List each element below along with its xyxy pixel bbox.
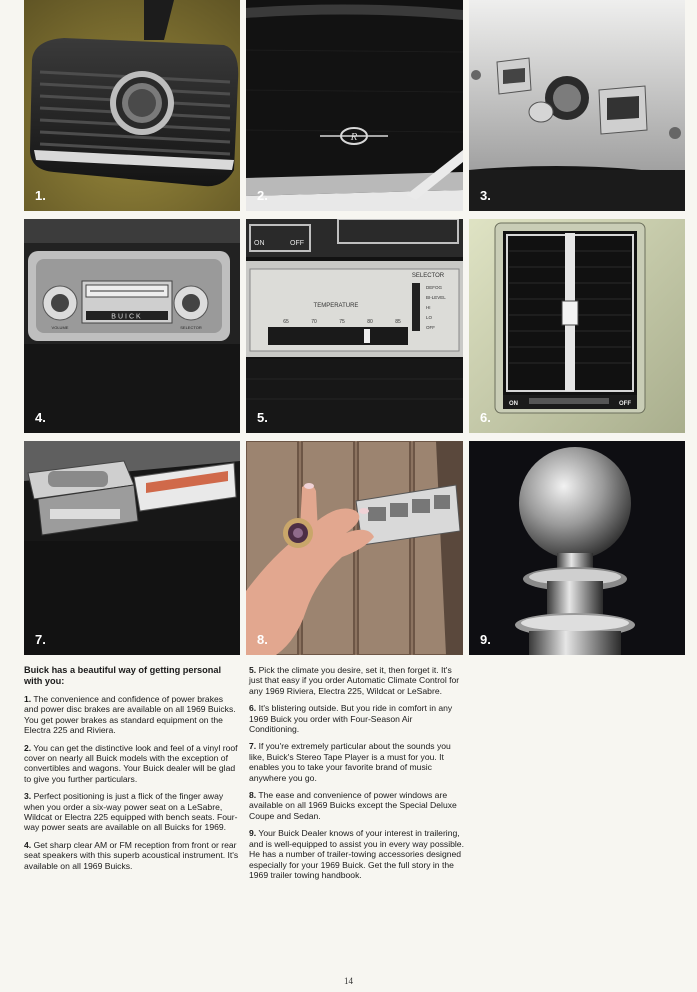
- paragraph-body: Pick the climate you desire, set it, then forget it. It's just that easy if you order Automatic Climate Control for any 1969 Riviera, Electra 225, Wildcat or LeSabre.: [249, 665, 460, 696]
- climate-temperature-label: TEMPERATURE: [313, 303, 359, 309]
- paragraph-number: 5.: [249, 665, 257, 675]
- paragraph-1: [24, 694, 239, 736]
- paragraph-body: The ease and convenience of power windows are available on all 1969 Buicks except the Special Deluxe Coupe and Sedan.: [249, 790, 457, 821]
- photo-number: 8.: [257, 632, 268, 647]
- paragraph-5: [249, 665, 464, 696]
- paragraph-body: If you're extremely particular about the sounds you like, Buick's Stereo Tape Player is a must for you. It enables you to take your favorite brand of music anywhere you go.: [249, 741, 451, 783]
- photo-number: 1.: [35, 188, 46, 203]
- photo-2-vinyl-roof: [246, 0, 463, 211]
- paragraph-body: You can get the distinctive look and feel of a vinyl roof cover on nearly all Buick models with the exception of convertibles and wagons. Your Buick dealer will be glad to give you further particulars.: [24, 742, 238, 784]
- paragraph-3: [24, 791, 239, 833]
- paragraph-body: The convenience and confidence of power brakes and power disc brakes are available on all 1969 Buicks. You get power brakes as standard equipment on the Electra 225 and Riviera.: [24, 694, 236, 736]
- text-column-left: [24, 665, 239, 878]
- photo-9-trailer-hitch: [469, 441, 685, 655]
- paragraph-body: It's blistering outside. But you ride in comfort in any 1969 Buick you order with Four-Season Air Conditioning.: [249, 703, 453, 735]
- paragraph-8: [249, 790, 464, 821]
- selector-item: BI-LEVEL: [426, 295, 446, 300]
- page-number: 14: [344, 976, 353, 986]
- paragraph-body: Get sharp clear AM or FM reception from front or rear seat speakers with this superb acoustical instrument. It's available on all 1969 Buicks.: [24, 839, 239, 871]
- photo-number: 7.: [35, 632, 46, 647]
- intro-heading: Buick has a beautiful way of getting personal with you:: [24, 665, 222, 686]
- photo-number: 5.: [257, 410, 268, 425]
- temp-tick: 75: [339, 319, 345, 325]
- paragraph-number: 6.: [249, 703, 257, 714]
- vent-off-label: OFF: [619, 401, 631, 407]
- svg-text:R: R: [350, 131, 358, 143]
- paragraph-number: 1.: [24, 694, 32, 704]
- paragraph-body: Perfect positioning is just a flick of the finger away when you order a six-way power seat on a LeSabre, Wildcat or Electra 225 equipped with bench seats. Four-way power seats are available on all Buicks for 1969.: [24, 791, 238, 833]
- temp-tick: 65: [283, 319, 289, 325]
- paragraph-9: [249, 828, 464, 880]
- photo-5-climate-control: [246, 219, 463, 433]
- climate-selector-label: SELECTOR: [411, 273, 445, 279]
- paragraph-number: 3.: [24, 791, 32, 802]
- paragraph-number: 2.: [24, 742, 32, 753]
- paragraph-4: [24, 840, 239, 871]
- vent-on-label: ON: [509, 401, 518, 407]
- climate-on-label: ON: [254, 240, 265, 247]
- photo-8-power-windows: [246, 441, 463, 655]
- photo-number: 9.: [480, 632, 491, 647]
- climate-off-label: OFF: [290, 240, 304, 247]
- temp-tick: 85: [395, 319, 401, 325]
- radio-brand-label: BUICK: [111, 313, 143, 321]
- selector-item: DEFOG: [426, 285, 443, 290]
- photo-number: 6.: [480, 410, 491, 425]
- paragraph-number: 8.: [249, 790, 257, 801]
- photo-6-air-vent: [469, 219, 685, 433]
- photo-4-radio: [24, 219, 240, 433]
- radio-volume-label: VOLUME: [51, 325, 69, 330]
- paragraph-number: 7.: [249, 741, 257, 752]
- selector-item: OFF: [426, 325, 435, 330]
- photo-7-tape-player: [24, 441, 240, 655]
- photo-3-power-seat-switch: [469, 0, 685, 211]
- paragraph-2: [24, 743, 239, 785]
- photo-number: 3.: [480, 188, 491, 203]
- selector-item: HI: [426, 305, 431, 310]
- text-column-right: [249, 665, 464, 887]
- temp-tick: 80: [367, 319, 373, 325]
- paragraph-body: Your Buick Dealer knows of your interest in trailering, and is well-equipped to assist you in every way possible. He has a number of trailer-towing accessories designed especially for your 1969 Buick. Get the full story in the 1969 trailer towing handbook.: [249, 828, 464, 880]
- selector-item: LO: [426, 315, 433, 320]
- paragraph-number: 9.: [249, 828, 257, 839]
- paragraph-number: 4.: [24, 839, 32, 850]
- paragraph-6: [249, 703, 464, 734]
- photo-1-brake-pedal: [24, 0, 240, 211]
- radio-selector-label: SELECTOR: [180, 325, 202, 330]
- photo-number: 4.: [35, 410, 46, 425]
- photo-number: 2.: [257, 188, 268, 203]
- paragraph-7: [249, 741, 464, 783]
- temp-tick: 70: [311, 319, 317, 325]
